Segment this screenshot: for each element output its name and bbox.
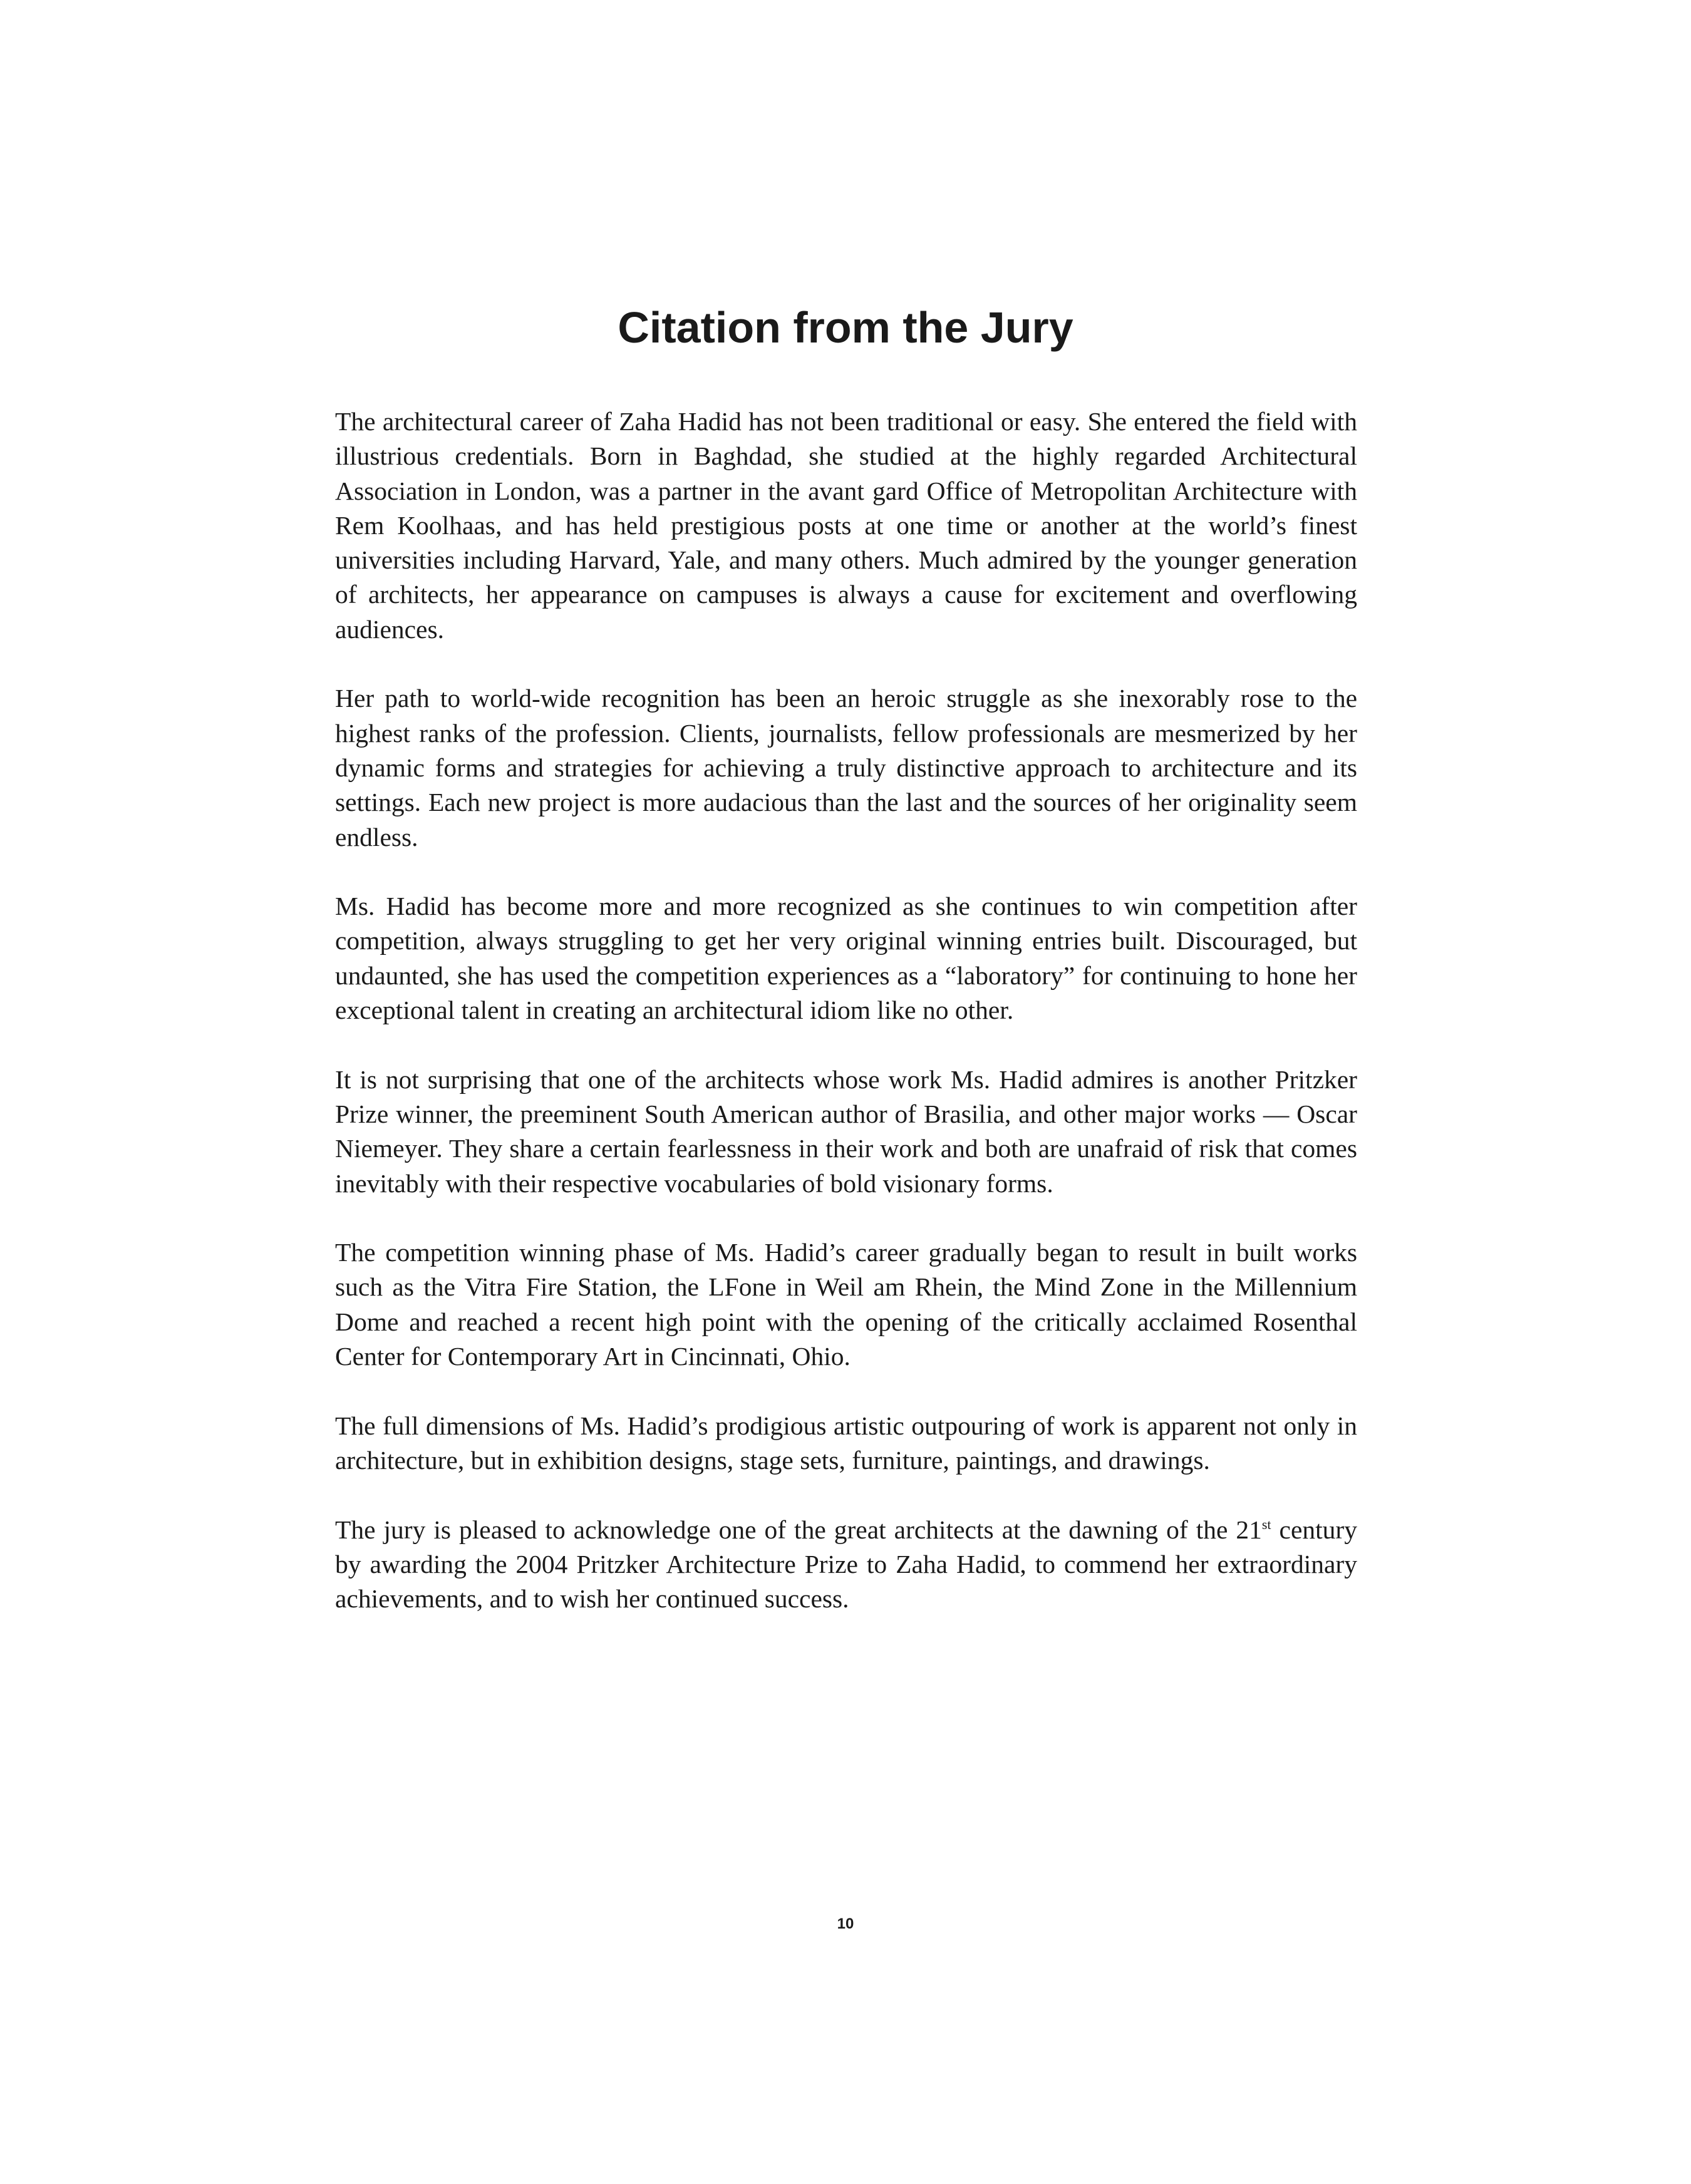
paragraph-dimensions: The full dimensions of Ms. Hadid’s prodigious artistic outpouring of work is apparent not only in architecture, but in exhibition designs, stage sets, furniture, paintings, and drawings. — [335, 1411, 1357, 1475]
page-title: Citation from the Jury — [618, 303, 1073, 352]
paragraph-niemeyer: It is not surprising that one of the architects whose work Ms. Hadid admires is another Pritzker Prize winner, the preeminent South American author of Brasilia, and other major works — Oscar Niemeyer. They share a certain fearlessness in their work and both are unafraid of risk that comes inevitably with their respective vocabularies of bold visionary forms. — [335, 1064, 1357, 1198]
paragraph-recognition: Her path to world-wide recognition has been an heroic struggle as she inexorably rose to the highest ranks of the profession. Clients, journalists, fellow professionals are mesmerized by her dynamic forms and strategies for achieving a truly distinctive approach to architecture and its settings. Each new project is more audacious than the last and the sources of her originality seem endless. — [335, 684, 1357, 852]
paragraph-award — [335, 1513, 1357, 1617]
ordinal-superscript: st — [1261, 1516, 1271, 1532]
award-text-start: The jury is pleased to acknowledge one of the great architects at the dawning of the 21 — [335, 1515, 1262, 1544]
award-text-end: century by awarding the 2004 Pritzker Architecture Prize to Zaha Hadid, to commend her extraordinary achievements, and to wish her continued success. — [335, 1515, 1357, 1614]
citation-body — [335, 404, 1357, 1616]
page-number: 10 — [837, 1915, 854, 1932]
paragraph-built-works: The competition winning phase of Ms. Hadid’s career gradually began to result in built works such as the Vitra Fire Station, the LFone in Weil am Rhein, the Mind Zone in the Millennium Dome and reached a recent high point with the opening of the critically acclaimed Rosenthal Center for Contemporary Art in Cincinnati, Ohio. — [335, 1238, 1357, 1371]
paragraph-career: The architectural career of Zaha Hadid has not been traditional or easy. She entered the field with illustrious credentials. Born in Baghdad, she studied at the highly regarded Architectural Association in London, was a partner in the avant gard Office of Metropolitan Architecture with Rem Koolhaas, and has held prestigious posts at one time or another at the world’s finest universities including Harvard, Yale, and many others. Much admired by the younger generation of architects, her appearance on campuses is always a cause for excitement and overflowing audiences. — [335, 407, 1357, 644]
paragraph-competitions: Ms. Hadid has become more and more recognized as she continues to win competition after competition, always struggling to get her very original winning entries built. Discouraged, but undaunted, she has used the competition experiences as a “laboratory” for continuing to hone her exceptional talent in creating an architectural idiom like no other. — [335, 892, 1357, 1025]
